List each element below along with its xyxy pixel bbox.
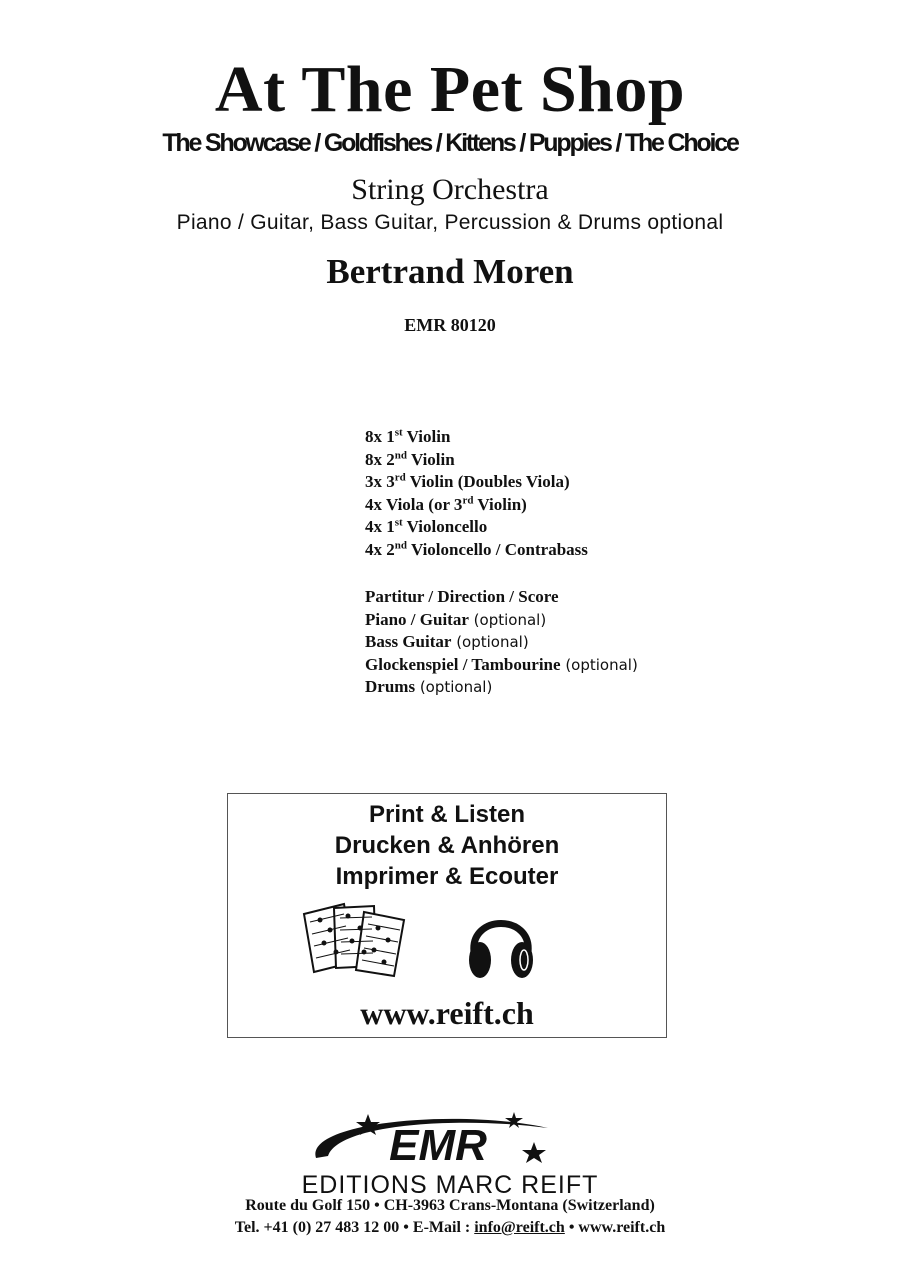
parts-list	[365, 426, 588, 562]
extra-part-item: Drums (optional)	[365, 677, 493, 697]
publisher-address: Route du Golf 150 • CH-3963 Crans-Montana (Switzerland)	[245, 1197, 655, 1214]
part-item: 8x 1st Violin	[365, 426, 451, 446]
extra-part-item: Piano / Guitar (optional)	[365, 609, 547, 629]
part-item: 8x 2nd Violin	[365, 448, 455, 469]
part-item: 4x Viola (or 3rd Violin)	[365, 494, 527, 514]
website-link[interactable]: www.reift.ch	[360, 995, 534, 1031]
extra-part-item: Bass Guitar (optional)	[365, 632, 529, 652]
sheet-music-icon	[300, 900, 412, 978]
print-listen-box	[227, 793, 667, 1038]
email-link[interactable]: info@reift.ch	[474, 1219, 565, 1236]
part-item: 4x 2nd Violoncello / Contrabass	[365, 539, 588, 559]
extra-part-item: Glockenspiel / Tambourine (optional)	[365, 654, 638, 674]
promo-line-fr: Imprimer & Ecouter	[335, 863, 559, 890]
emr-logo	[308, 1108, 578, 1170]
svg-text:EMR: EMR	[389, 1121, 487, 1170]
promo-line-en: Print & Listen	[368, 801, 525, 828]
catalog-number: EMR 80120	[404, 315, 496, 335]
promo-line-de: Drucken & Anhören	[334, 832, 560, 859]
optional-instruments: Piano / Guitar, Bass Guitar, Percussion & Drums optional	[176, 211, 724, 234]
headphones-icon	[466, 904, 536, 982]
publisher-contact: Tel. +41 (0) 27 483 12 00 • E-Mail : info@reift.ch • www.reift.ch	[234, 1219, 666, 1236]
page-title: At The Pet Shop	[214, 53, 686, 126]
extra-parts-list	[365, 586, 638, 699]
publisher-name: EDITIONS MARC REIFT	[301, 1171, 599, 1199]
extra-part-item: Partitur / Direction / Score	[365, 587, 559, 606]
part-item: 3x 3rd Violin (Doubles Viola)	[365, 471, 570, 492]
ensemble-label: String Orchestra	[351, 173, 549, 206]
part-item: 4x 1st Violoncello	[365, 516, 488, 537]
movement-list: The Showcase / Goldfishes / Kittens / Puppies / The Choice	[162, 129, 738, 157]
composer-name: Bertrand Moren	[326, 252, 574, 291]
